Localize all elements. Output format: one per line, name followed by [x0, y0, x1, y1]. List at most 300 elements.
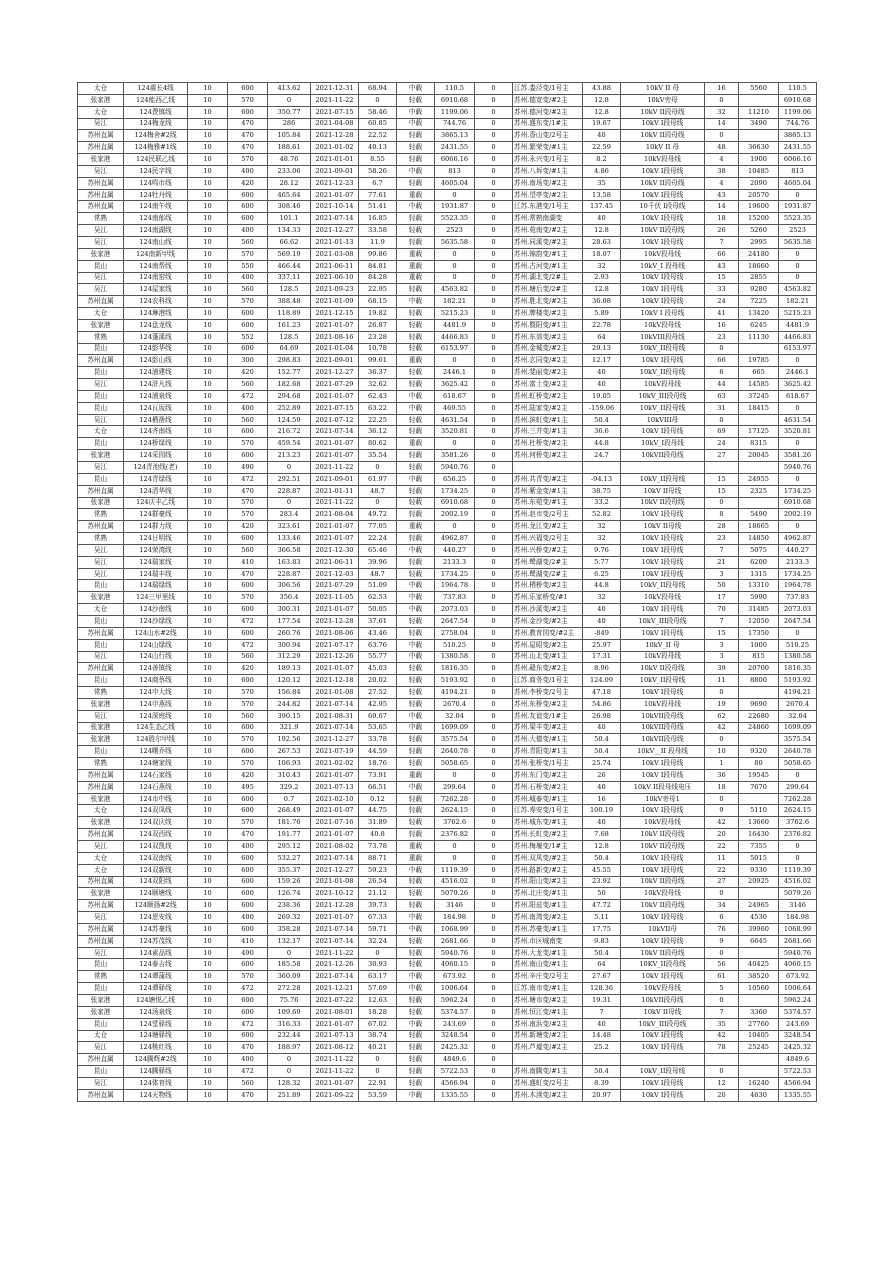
spare-capacity-cell: 1734.25 — [435, 568, 475, 580]
substation-cell: 苏州.德河变/#2主 — [513, 106, 583, 118]
table-row — [78, 473, 817, 485]
load-rate-cell: 22.95 — [359, 284, 397, 296]
busbar-cell: 10kV段母线 — [621, 248, 705, 260]
capacity-cell: 570 — [228, 154, 268, 166]
table-row — [78, 864, 817, 876]
load-rate-cell: 40.13 — [359, 142, 397, 154]
user-capacity-cell: 16240 — [739, 1077, 779, 1089]
capacity-cell: 560 — [228, 379, 268, 391]
zero-cell: 0 — [475, 841, 513, 853]
table-row — [78, 118, 817, 130]
user-capacity-cell: 31485 — [739, 604, 779, 616]
max-load-cell: 75.76 — [268, 994, 311, 1006]
busbar-cell: 10kV_II段母线 — [621, 343, 705, 355]
transformer-load-cell: 137.45 — [583, 201, 621, 213]
user-count-cell: 0 — [705, 94, 739, 106]
transformer-load-cell: 32 — [583, 592, 621, 604]
load-rate-cell: 99.86 — [359, 248, 397, 260]
user-capacity-cell — [739, 343, 779, 355]
date-cell: 2021-07-14 — [311, 426, 359, 438]
date-cell: 2021-12-03 — [311, 568, 359, 580]
capacity-cell: 470 — [228, 118, 268, 130]
busbar-cell: 10kV段母线 — [621, 983, 705, 995]
date-cell: 2021-12-15 — [311, 308, 359, 320]
capacity-cell: 400 — [228, 912, 268, 924]
table-row — [78, 888, 817, 900]
line-name-cell: 124素品线 — [124, 947, 188, 959]
max-load-cell: 177.54 — [268, 615, 311, 627]
line-name-cell: 124双新线 — [124, 864, 188, 876]
region-cell: 苏州直属 — [78, 177, 124, 189]
zero-cell: 0 — [475, 971, 513, 983]
capacity-cell: 472 — [228, 1018, 268, 1030]
zero-cell: 0 — [475, 1054, 513, 1066]
voltage-cell: 10 — [188, 604, 228, 616]
user-capacity-cell: 38520 — [739, 971, 779, 983]
max-load-cell: 64.69 — [268, 343, 311, 355]
load-status-cell: 重载 — [397, 355, 435, 367]
voltage-cell: 10 — [188, 793, 228, 805]
zero-cell: 0 — [475, 604, 513, 616]
zero-cell: 0 — [475, 829, 513, 841]
date-cell: 2021-01-07 — [311, 319, 359, 331]
available-capacity-cell: 5962.24 — [779, 994, 817, 1006]
busbar-cell: 10kV I段母线 — [621, 805, 705, 817]
line-name-cell: 124南帮线 — [124, 260, 188, 272]
region-cell: 吴江 — [78, 379, 124, 391]
zero-cell: 0 — [475, 414, 513, 426]
load-status-cell: 轻载 — [397, 734, 435, 746]
line-name-cell: 124深庭线 — [124, 710, 188, 722]
date-cell: 2021-06-11 — [311, 556, 359, 568]
max-load-cell: 48.76 — [268, 154, 311, 166]
transformer-load-cell: 40 — [583, 379, 621, 391]
capacity-cell: 472 — [228, 639, 268, 651]
load-status-cell: 轻载 — [397, 426, 435, 438]
busbar-cell: 10kVIII母 — [621, 414, 705, 426]
line-name-cell: 124庆丰乙线 — [124, 497, 188, 509]
load-rate-cell: 88.71 — [359, 852, 397, 864]
region-cell: 太仓 — [78, 426, 124, 438]
capacity-cell: 560 — [228, 284, 268, 296]
region-cell: 昆山 — [78, 959, 124, 971]
capacity-cell: 570 — [228, 817, 268, 829]
region-cell: 吴江 — [78, 556, 124, 568]
substation-cell: 苏州.繁荣变/#1主 — [513, 142, 583, 154]
max-load-cell: 128.5 — [268, 331, 311, 343]
user-count-cell: 3 — [705, 639, 739, 651]
spare-capacity-cell: 2681.66 — [435, 935, 475, 947]
load-rate-cell: 77.05 — [359, 521, 397, 533]
user-count-cell: 12 — [705, 1077, 739, 1089]
busbar-cell: 10kV I段母线 — [621, 118, 705, 130]
zero-cell: 0 — [475, 805, 513, 817]
region-cell: 昆山 — [78, 390, 124, 402]
transformer-load-cell: 50.4 — [583, 1066, 621, 1078]
user-capacity-cell: 19600 — [739, 201, 779, 213]
busbar-cell: 10kV I段母线 — [621, 1077, 705, 1089]
max-load-cell: 109.69 — [268, 1006, 311, 1018]
busbar-cell: 10kV II 母 — [621, 142, 705, 154]
substation-cell: 苏州.栖桥变/#2主 — [513, 580, 583, 592]
line-name-cell: 124屋家线 — [124, 284, 188, 296]
available-capacity-cell: 0 — [779, 521, 817, 533]
load-rate-cell: 36.12 — [359, 426, 397, 438]
substation-cell: 江苏.商务变/1号主 — [513, 675, 583, 687]
zero-cell: 0 — [475, 450, 513, 462]
load-rate-cell: 0 — [359, 1054, 397, 1066]
region-cell: 苏州直属 — [78, 189, 124, 201]
region-cell: 苏州直属 — [78, 923, 124, 935]
load-rate-cell: 23.28 — [359, 331, 397, 343]
max-load-cell: 152.77 — [268, 367, 311, 379]
substation-cell: 苏州.盛东变/1#主 — [513, 118, 583, 130]
busbar-cell: 10kV II母线 — [621, 485, 705, 497]
transformer-load-cell: 47.18 — [583, 687, 621, 699]
table-row — [78, 781, 817, 793]
capacity-cell: 470 — [228, 829, 268, 841]
table-row — [78, 154, 817, 166]
table-row — [78, 272, 817, 284]
user-count-cell: 76 — [705, 923, 739, 935]
user-capacity-cell — [739, 947, 779, 959]
region-cell: 张家港 — [78, 698, 124, 710]
zero-cell: 0 — [475, 994, 513, 1006]
load-rate-cell: 12.63 — [359, 994, 397, 1006]
load-rate-cell: 69.67 — [359, 710, 397, 722]
line-name-cell: 124山绿线 — [124, 639, 188, 651]
capacity-cell: 600 — [228, 793, 268, 805]
table-row — [78, 912, 817, 924]
load-rate-cell: 59.71 — [359, 923, 397, 935]
date-cell: 2021-01-09 — [311, 296, 359, 308]
transformer-load-cell: 40 — [583, 615, 621, 627]
region-cell: 苏州直属 — [78, 876, 124, 888]
load-status-cell: 中载 — [397, 83, 435, 95]
substation-cell: 苏州.湖北变/2#主 — [513, 272, 583, 284]
capacity-cell: 560 — [228, 651, 268, 663]
busbar-cell: 10kV II母线 — [621, 521, 705, 533]
available-capacity-cell: 110.5 — [779, 83, 817, 95]
load-rate-cell: 18.28 — [359, 1006, 397, 1018]
load-rate-cell: 51.41 — [359, 201, 397, 213]
max-load-cell: 459.54 — [268, 438, 311, 450]
spare-capacity-cell: 2446.1 — [435, 367, 475, 379]
user-count-cell: 11 — [705, 852, 739, 864]
busbar-cell: 10kV旁母 — [621, 94, 705, 106]
region-cell: 吴江 — [78, 1077, 124, 1089]
substation-cell — [513, 1054, 583, 1066]
region-cell: 苏州直属 — [78, 663, 124, 675]
spare-capacity-cell: 1699.09 — [435, 722, 475, 734]
max-load-cell: 0 — [268, 1054, 311, 1066]
voltage-cell: 10 — [188, 983, 228, 995]
substation-cell: 苏州.龙江变/#2主 — [513, 521, 583, 533]
region-cell: 苏州直属 — [78, 142, 124, 154]
capacity-cell: 570 — [228, 296, 268, 308]
table-row — [78, 900, 817, 912]
user-capacity-cell: 6200 — [739, 556, 779, 568]
transformer-load-cell: 5.11 — [583, 912, 621, 924]
voltage-cell: 10 — [188, 260, 228, 272]
date-cell: 2021-01-07 — [311, 829, 359, 841]
date-cell: 2021-01-11 — [311, 485, 359, 497]
date-cell: 2021-07-29 — [311, 580, 359, 592]
load-status-cell: 轻载 — [397, 213, 435, 225]
user-capacity-cell — [739, 94, 779, 106]
zero-cell: 0 — [475, 947, 513, 959]
region-cell: 吴江 — [78, 912, 124, 924]
substation-cell: 苏州.兴桥变/#2主 — [513, 544, 583, 556]
load-status-cell: 轻载 — [397, 805, 435, 817]
load-rate-cell: 50.05 — [359, 604, 397, 616]
user-capacity-cell: 9280 — [739, 284, 779, 296]
capacity-cell: 600 — [228, 722, 268, 734]
max-load-cell: 292.51 — [268, 473, 311, 485]
spare-capacity-cell: 3865.13 — [435, 130, 475, 142]
user-capacity-cell: 24180 — [739, 248, 779, 260]
spare-capacity-cell: 2758.04 — [435, 627, 475, 639]
spare-capacity-cell: 1068.99 — [435, 923, 475, 935]
line-name-cell: 124双庆线 — [124, 817, 188, 829]
user-count-cell — [705, 1054, 739, 1066]
voltage-cell: 10 — [188, 1066, 228, 1078]
capacity-cell: 600 — [228, 580, 268, 592]
voltage-cell: 10 — [188, 698, 228, 710]
substation-cell: 苏州.张桥变/1号主 — [513, 758, 583, 770]
available-capacity-cell: 1199.06 — [779, 106, 817, 118]
table-row — [78, 829, 817, 841]
voltage-cell: 10 — [188, 308, 228, 320]
user-count-cell: 39 — [705, 663, 739, 675]
substation-cell: 苏州.李桥变/2号主 — [513, 687, 583, 699]
busbar-cell: 10kV I段母线 — [621, 556, 705, 568]
substation-cell: 苏州.阳兹变/#1主 — [513, 900, 583, 912]
region-cell: 昆山 — [78, 438, 124, 450]
capacity-cell: 600 — [228, 805, 268, 817]
transformer-load-cell: 7 — [583, 1006, 621, 1018]
zero-cell: 0 — [475, 236, 513, 248]
transformer-load-cell: 128.36 — [583, 983, 621, 995]
zero-cell: 0 — [475, 521, 513, 533]
user-capacity-cell: 9330 — [739, 864, 779, 876]
max-load-cell: 272.28 — [268, 983, 311, 995]
region-cell: 常熟 — [78, 533, 124, 545]
max-load-cell: 185.58 — [268, 959, 311, 971]
zero-cell: 0 — [475, 675, 513, 687]
transformer-load-cell: 40 — [583, 1018, 621, 1030]
capacity-cell: 600 — [228, 426, 268, 438]
capacity-cell: 400 — [228, 272, 268, 284]
spare-capacity-cell: 1816.35 — [435, 663, 475, 675]
zero-cell: 0 — [475, 734, 513, 746]
capacity-cell: 600 — [228, 319, 268, 331]
max-load-cell: 126.74 — [268, 888, 311, 900]
date-cell: 2021-07-16 — [311, 817, 359, 829]
capacity-cell: 552 — [228, 331, 268, 343]
available-capacity-cell: 1068.99 — [779, 923, 817, 935]
load-status-cell: 轻载 — [397, 343, 435, 355]
voltage-cell: 10 — [188, 533, 228, 545]
line-name-cell: 124苏豪线 — [124, 923, 188, 935]
zero-cell: 0 — [475, 462, 513, 474]
spare-capacity-cell: 6910.68 — [435, 94, 475, 106]
max-load-cell: 244.82 — [268, 698, 311, 710]
user-count-cell: 24 — [705, 438, 739, 450]
load-rate-cell: 60.85 — [359, 118, 397, 130]
max-load-cell: 532.27 — [268, 852, 311, 864]
user-capacity-cell: 20925 — [739, 876, 779, 888]
zero-cell: 0 — [475, 177, 513, 189]
capacity-cell: 600 — [228, 888, 268, 900]
region-cell: 吴江 — [78, 568, 124, 580]
zero-cell: 0 — [475, 983, 513, 995]
table-row — [78, 165, 817, 177]
user-count-cell: 0 — [705, 130, 739, 142]
line-name-cell: 124浒凡线 — [124, 379, 188, 391]
capacity-cell: 470 — [228, 1089, 268, 1101]
available-capacity-cell: 3581.26 — [779, 450, 817, 462]
substation-cell: 苏州.鹭湖变/2#主 — [513, 556, 583, 568]
busbar-cell: 10kV段母线 — [621, 592, 705, 604]
spare-capacity-cell: 744.76 — [435, 118, 475, 130]
region-cell: 太仓 — [78, 864, 124, 876]
max-load-cell: 232.44 — [268, 1030, 311, 1042]
date-cell: 2021-01-07 — [311, 663, 359, 675]
load-status-cell: 轻载 — [397, 331, 435, 343]
busbar-cell: 10kVII母 — [621, 923, 705, 935]
date-cell: 2021-07-12 — [311, 414, 359, 426]
date-cell: 2021-07-14 — [311, 722, 359, 734]
line-name-cell: 124南午线 — [124, 201, 188, 213]
max-load-cell: 283.4 — [268, 509, 311, 521]
transformer-load-cell: 12.8 — [583, 284, 621, 296]
load-rate-cell: 0.12 — [359, 793, 397, 805]
load-status-cell: 中载 — [397, 118, 435, 130]
spare-capacity-cell: 0 — [435, 260, 475, 272]
voltage-cell: 10 — [188, 817, 228, 829]
load-rate-cell: 45.03 — [359, 663, 397, 675]
user-capacity-cell: 27760 — [739, 1018, 779, 1030]
transformer-load-cell: 5.89 — [583, 308, 621, 320]
user-count-cell: 66 — [705, 355, 739, 367]
spare-capacity-cell: 0 — [435, 769, 475, 781]
busbar-cell: 10KV_II段母线 — [621, 959, 705, 971]
region-cell: 吴江 — [78, 710, 124, 722]
substation-cell: 苏州.盛虹变/2号主 — [513, 1077, 583, 1089]
load-rate-cell: 36.37 — [359, 367, 397, 379]
available-capacity-cell: 2670.4 — [779, 698, 817, 710]
substation-cell: 苏州.新塘变/#2主 — [513, 1030, 583, 1042]
region-cell: 常熟 — [78, 971, 124, 983]
load-rate-cell: 0 — [359, 497, 397, 509]
capacity-cell: 600 — [228, 675, 268, 687]
spare-capacity-cell: 737.83 — [435, 592, 475, 604]
substation-cell: 苏州.城泰变/#1主 — [513, 793, 583, 805]
busbar-cell: 10kV II段母线 — [621, 497, 705, 509]
voltage-cell: 10 — [188, 165, 228, 177]
voltage-cell: 10 — [188, 414, 228, 426]
table-row — [78, 521, 817, 533]
user-count-cell: 10 — [705, 746, 739, 758]
region-cell: 吴江 — [78, 225, 124, 237]
line-name-cell: 124生态乙线 — [124, 722, 188, 734]
user-capacity-cell: 4530 — [739, 912, 779, 924]
substation-cell: 苏州.东菀变/#1主 — [513, 497, 583, 509]
available-capacity-cell: 182.21 — [779, 296, 817, 308]
voltage-cell: 10 — [188, 675, 228, 687]
transformer-load-cell: 18.07 — [583, 248, 621, 260]
user-capacity-cell: 40425 — [739, 959, 779, 971]
transformer-load-cell: 19.67 — [583, 118, 621, 130]
user-capacity-cell: 16430 — [739, 829, 779, 841]
voltage-cell: 10 — [188, 213, 228, 225]
user-count-cell: 44 — [705, 379, 739, 391]
load-status-cell: 轻载 — [397, 154, 435, 166]
transformer-load-cell: 25.97 — [583, 639, 621, 651]
date-cell: 2021-11-22 — [311, 947, 359, 959]
spare-capacity-cell: 4194.21 — [435, 687, 475, 699]
user-capacity-cell: 10405 — [739, 1030, 779, 1042]
substation-cell: 苏州.香山变/2号主 — [513, 130, 583, 142]
busbar-cell: 10kV I段母线 — [621, 544, 705, 556]
spare-capacity-cell: 299.64 — [435, 781, 475, 793]
date-cell: 2021-12-27 — [311, 864, 359, 876]
substation-cell: 苏州.斐丽变/#2主 — [513, 367, 583, 379]
transformer-load-cell: 25.2 — [583, 1042, 621, 1054]
transformer-load-cell: 9.83 — [583, 935, 621, 947]
available-capacity-cell: 4481.9 — [779, 319, 817, 331]
transformer-load-cell — [583, 1054, 621, 1066]
user-count-cell: 0 — [705, 414, 739, 426]
user-capacity-cell: 20045 — [739, 450, 779, 462]
zero-cell: 0 — [475, 793, 513, 805]
user-count-cell: 7 — [705, 544, 739, 556]
table-row — [78, 568, 817, 580]
load-status-cell: 轻载 — [397, 177, 435, 189]
busbar-cell: 10kV段母线 — [621, 817, 705, 829]
user-capacity-cell: 2325 — [739, 485, 779, 497]
max-load-cell: 0 — [268, 462, 311, 474]
line-name-cell: 124泰吉线 — [124, 959, 188, 971]
table-row — [78, 379, 817, 391]
user-count-cell: 15 — [705, 473, 739, 485]
load-status-cell: 中载 — [397, 923, 435, 935]
user-capacity-cell: 8315 — [739, 438, 779, 450]
zero-cell: 0 — [475, 248, 513, 260]
spare-capacity-cell: 2647.54 — [435, 615, 475, 627]
line-name-cell: 124梅龙线 — [124, 118, 188, 130]
busbar-cell: 10kV II段母线 — [621, 900, 705, 912]
max-load-cell: 228.87 — [268, 485, 311, 497]
date-cell: 2021-07-14 — [311, 971, 359, 983]
table-row — [78, 1089, 817, 1101]
voltage-cell: 10 — [188, 746, 228, 758]
zero-cell: 0 — [475, 165, 513, 177]
user-count-cell: 38 — [705, 165, 739, 177]
transformer-load-cell: 26.98 — [583, 710, 621, 722]
table-row — [78, 83, 817, 95]
voltage-cell: 10 — [188, 556, 228, 568]
transformer-load-cell: 40 — [583, 722, 621, 734]
available-capacity-cell: 0 — [779, 438, 817, 450]
substation-cell: 苏州.南湾变/#2主 — [513, 912, 583, 924]
table-row — [78, 355, 817, 367]
user-capacity-cell — [739, 1054, 779, 1066]
line-name-cell: 124腾辉#2线 — [124, 1054, 188, 1066]
substation-cell — [513, 462, 583, 474]
transformer-load-cell: 28.63 — [583, 236, 621, 248]
